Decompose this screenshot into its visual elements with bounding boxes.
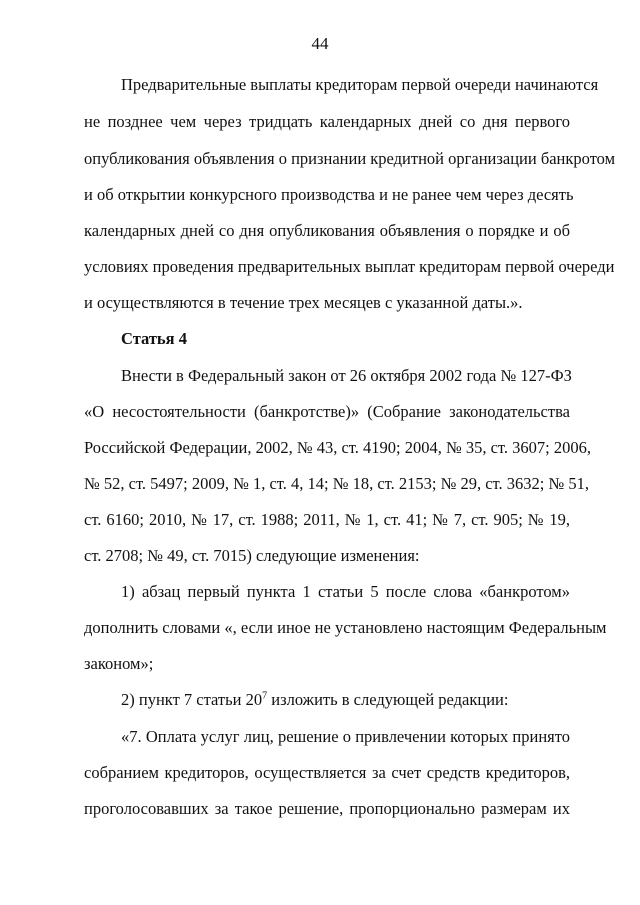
- text-line: собранием кредиторов, осуществляется за счет средств кредиторов,: [84, 763, 570, 782]
- text-line: условиях проведения предварительных выплат кредиторам первой очереди: [84, 257, 615, 276]
- page-number: 44: [311, 34, 329, 53]
- text-line: Российской Федерации, 2002, № 43, ст. 4190; 2004, № 35, ст. 3607; 2006,: [84, 438, 591, 457]
- article-heading: Статья 4: [121, 329, 187, 348]
- text-line: календарных дней со дня опубликования объявления о порядке и об: [84, 221, 570, 240]
- text-line: Внести в Федеральный закон от 26 октября 2002 года № 127-ФЗ: [121, 366, 572, 385]
- text-line: ст. 6160; 2010, № 17, ст. 1988; 2011, № 1, ст. 41; № 7, ст. 905; № 19,: [84, 510, 570, 529]
- text-line: 1) абзац первый пункта 1 статьи 5 после слова «банкротом»: [121, 582, 570, 601]
- text-line: дополнить словами «, если иное не установлено настоящим Федеральным: [84, 618, 607, 637]
- text-span: изложить в следующей редакции:: [267, 690, 509, 709]
- text-line: [121, 690, 570, 710]
- text-line: и об открытии конкурсного производства и не ранее чем через десять: [84, 185, 574, 204]
- text-line: «7. Оплата услуг лиц, решение о привлечении которых принято: [121, 727, 570, 746]
- text-line: «О несостоятельности (банкротстве)» (Собрание законодательства: [84, 402, 570, 421]
- text-line: ст. 2708; № 49, ст. 7015) следующие изменения:: [84, 546, 420, 565]
- text-span: 2) пункт 7 статьи 20: [121, 690, 263, 709]
- text-line: не позднее чем через тридцать календарных дней со дня первого: [84, 112, 570, 131]
- text-line: и осуществляются в течение трех месяцев с указанной даты.».: [84, 293, 523, 312]
- superscript: 7: [262, 690, 268, 702]
- text-line: Предварительные выплаты кредиторам первой очереди начинаются: [121, 75, 599, 94]
- text-line: проголосовавших за такое решение, пропорционально размерам их: [84, 799, 570, 818]
- text-line: опубликования объявления о признании кредитной организации банкротом: [84, 149, 616, 168]
- text-line: законом»;: [84, 654, 154, 673]
- text-line: № 52, ст. 5497; 2009, № 1, ст. 4, 14; № 18, ст. 2153; № 29, ст. 3632; № 51,: [84, 474, 589, 493]
